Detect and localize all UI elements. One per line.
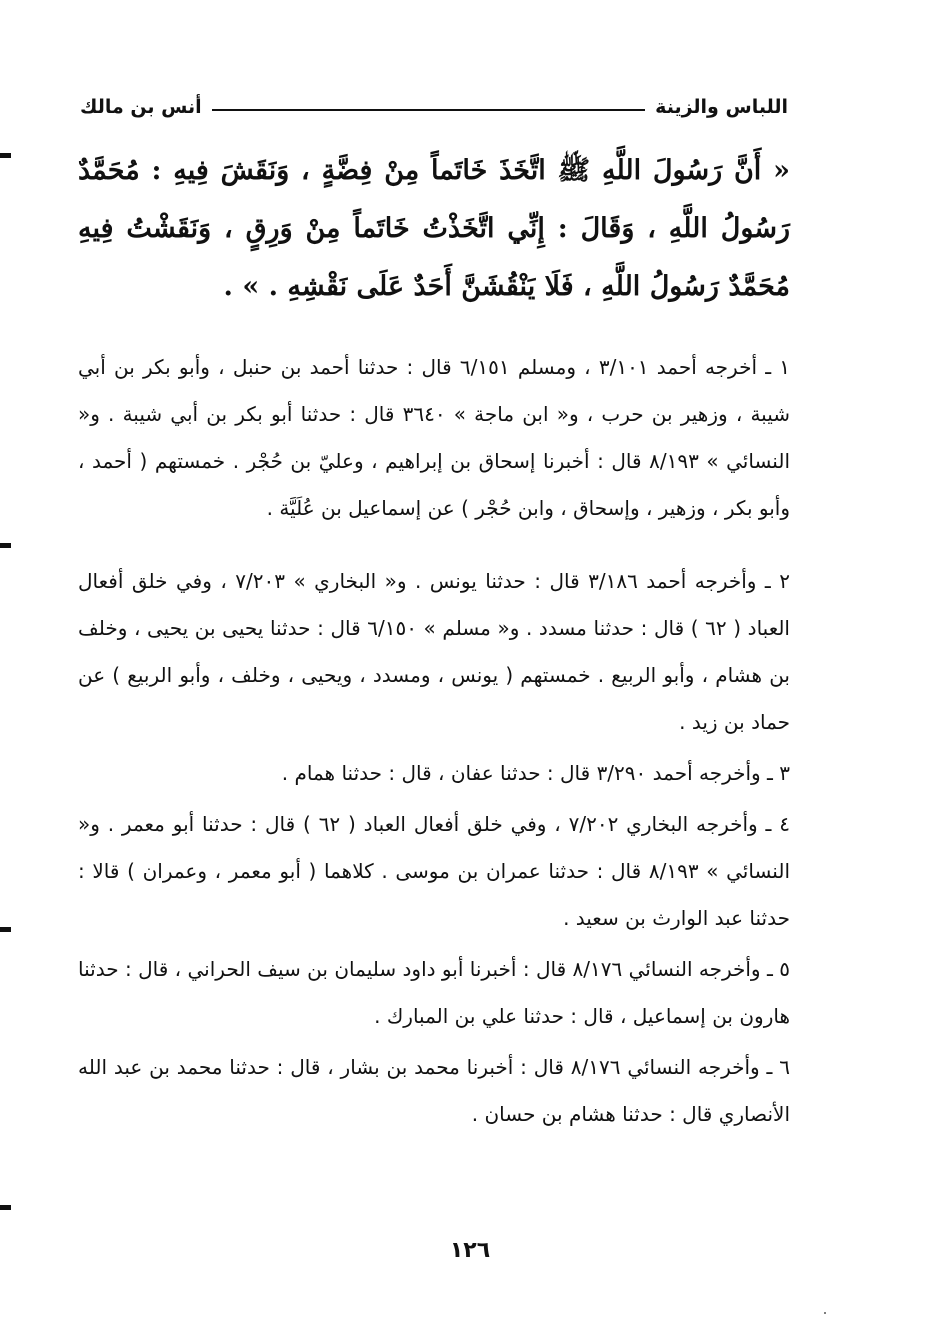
header-rule (212, 109, 645, 111)
footnotes (78, 344, 790, 1138)
scan-speck (824, 1312, 826, 1314)
header-chapter-title: اللباس والزينة (655, 96, 788, 118)
footnote-6: ٦ ـ وأخرجه النسائي ٨/١٧٦ قال : أخبرنا محمد بن بشار ، قال : حدثنا محمد بن عبد الله الأنصاري قال : حدثنا هشام بن حسان . (78, 1055, 790, 1126)
footnote-4: ٤ ـ وأخرجه البخاري ٧/٢٠٢ ، وفي خلق أفعال العباد ( ٦٢ ) قال : حدثنا أبو معمر . و« النسائي » ٨/١٩٣ قال : حدثنا عمران بن موسى . كلاهما ( أبو معمر ، وعمران ) قالا : حدثنا عبد الوارث بن سعيد . (78, 812, 791, 930)
scan-edge-mark (0, 1205, 11, 1210)
page-number: ١٢٦ (449, 1238, 491, 1263)
footnote-1: ١ ـ أخرجه أحمد ٣/١٠١ ، ومسلم ٦/١٥١ قال : حدثنا أحمد بن حنبل ، وأبو بكر بن أبي شيبة ، وزهير بن حرب ، و« ابن ماجة » ٣٦٤٠ قال : حدثنا أبو بكر بن أبي شيبة . و« النسائي » ٨/١٩٣ قال : أخبرنا إسحاق بن إبراهيم ، وعليّ بن حُجْر . خمستهم ( أحمد ، وأبو بكر ، وزهير ، وإسحاق ، وابن حُجْر ) عن إسماعيل بن عُلَيَّة . (78, 355, 791, 520)
scan-edge-mark (0, 543, 11, 548)
running-header (80, 92, 788, 122)
footnote-5: ٥ ـ وأخرجه النسائي ٨/١٧٦ قال : أخبرنا أبو داود سليمان بن سيف الحراني ، قال : حدثنا هارون بن إسماعيل ، قال : حدثنا علي بن المبارك . (78, 957, 790, 1028)
scan-edge-mark (0, 927, 11, 932)
header-narrator-title: أنس بن مالك (80, 96, 202, 118)
scan-edge-mark (0, 153, 11, 158)
footnote-2: ٢ ـ وأخرجه أحمد ٣/١٨٦ قال : حدثنا يونس . و« البخاري » ٧/٢٠٣ ، وفي خلق أفعال العباد ( ٦٢ ) قال : حدثنا مسدد . و« مسلم » ٦/١٥٠ قال : حدثنا يحيى بن يحيى ، وخلف بن هشام ، وأبو الربيع . خمستهم ( يونس ، ومسدد ، ويحيى ، وخلف ، وأبو الربيع ) عن حماد بن زيد . (78, 569, 790, 734)
footnote-3: ٣ ـ وأخرجه أحمد ٣/٢٩٠ قال : حدثنا عفان ، قال : حدثنا همام . (281, 761, 790, 785)
hadith-text: « أَنَّ رَسُولَ اللَّهِ ﷺ اتَّخَذَ خَاتَماً مِنْ فِضَّةٍ ، وَنَقَشَ فِيهِ : مُحَمَّدٌ رَسُولُ اللَّهِ ، وَقَالَ : إِنِّي اتَّخَذْتُ خَاتَماً مِنْ وَرِقٍ ، وَنَقَشْتُ فِيهِ مُحَمَّدٌ رَسُولُ اللَّهِ ، فَلَا يَنْقُشَنَّ أَحَدٌ عَلَى نَقْشِهِ . » . (78, 155, 790, 302)
